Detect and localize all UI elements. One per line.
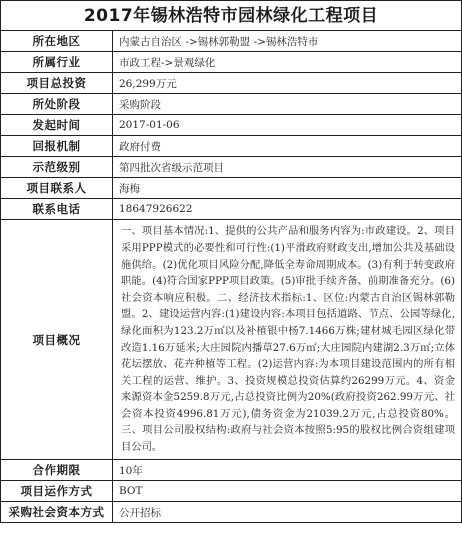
row-operation-mode [1, 481, 462, 502]
row-contact [1, 178, 462, 199]
label-industry: 所属行业 [1, 52, 113, 73]
row-demo-level [1, 157, 462, 178]
label-location: 所在地区 [1, 31, 113, 52]
value-phone: 18647926622 [113, 199, 462, 220]
page-title: 2017年锡林浩特市园林绿化工程项目 [0, 0, 462, 30]
value-overview: 一、项目基本情况:1、提供的公共产品和服务内容为:市政建设。2、项目采用PPP模式的必要性和可行性:(1)平滑政府财政支出,增加公共及基础设施供给。(2)优化项目风险分配,降低全寿命周期成本。(3)有利于转变政府职能。(4)符合国家PPP项目政策。(5)审批手续齐备、前期准备充分。(6)社会资本响应积极。二、经济技术指标:1、区位:内蒙古自治区锡林郭勒盟。2、建设运营内容:(1)建设内容:本项目包括道路、节点、公园等绿化,绿化面积为123.2万㎡以及补植银中杨7.1466万株;建材城毛园区绿化带改造1.16万延米;大庄园院内播草27.6万㎡;大庄园院内建湖2.3万㎡;立体花坛摆放、花卉种植等工程。(2)运营内容:为本项目建设范围内的所有相关工程的运营、维护。3、投资规模总投资估算约26299万元。4、资金来源资本金5259.8万元,占总投资比例为20%(政府投资262.99万元、社会资本投资4996.81万元),债务资金为21039.2万元,占总投资80%。三、项目公司股权结构:政府与社会资本按照5:95的股权比例合资组建项目公司。 [113, 220, 462, 460]
row-industry [1, 52, 462, 73]
value-demo-level: 第四批次省级示范项目 [113, 157, 462, 178]
row-cooperation-period [1, 460, 462, 481]
row-return-mechanism [1, 136, 462, 157]
row-stage [1, 94, 462, 115]
value-location: 内蒙古自治区 ->锡林郭勒盟 ->锡林浩特市 [113, 31, 462, 52]
row-phone [1, 199, 462, 220]
row-overview [1, 220, 462, 460]
label-start-date: 发起时间 [1, 115, 113, 136]
label-phone: 联系电话 [1, 199, 113, 220]
label-operation-mode: 项目运作方式 [1, 481, 113, 502]
row-investment [1, 73, 462, 94]
project-info-table [0, 30, 462, 523]
label-stage: 所处阶段 [1, 94, 113, 115]
label-investment: 项目总投资 [1, 73, 113, 94]
value-procurement-method: 公开招标 [113, 502, 462, 523]
value-cooperation-period: 10年 [113, 460, 462, 481]
value-contact: 海梅 [113, 178, 462, 199]
label-cooperation-period: 合作期限 [1, 460, 113, 481]
value-operation-mode: BOT [113, 481, 462, 502]
row-location [1, 31, 462, 52]
row-procurement-method [1, 502, 462, 523]
value-return-mechanism: 政府付费 [113, 136, 462, 157]
value-investment: 26,299万元 [113, 73, 462, 94]
label-procurement-method: 采购社会资本方式 [1, 502, 113, 523]
label-contact: 项目联系人 [1, 178, 113, 199]
value-start-date: 2017-01-06 [113, 115, 462, 136]
row-start-date [1, 115, 462, 136]
label-return-mechanism: 回报机制 [1, 136, 113, 157]
label-demo-level: 示范级别 [1, 157, 113, 178]
value-stage: 采购阶段 [113, 94, 462, 115]
value-industry: 市政工程->景观绿化 [113, 52, 462, 73]
label-overview: 项目概况 [1, 220, 113, 460]
